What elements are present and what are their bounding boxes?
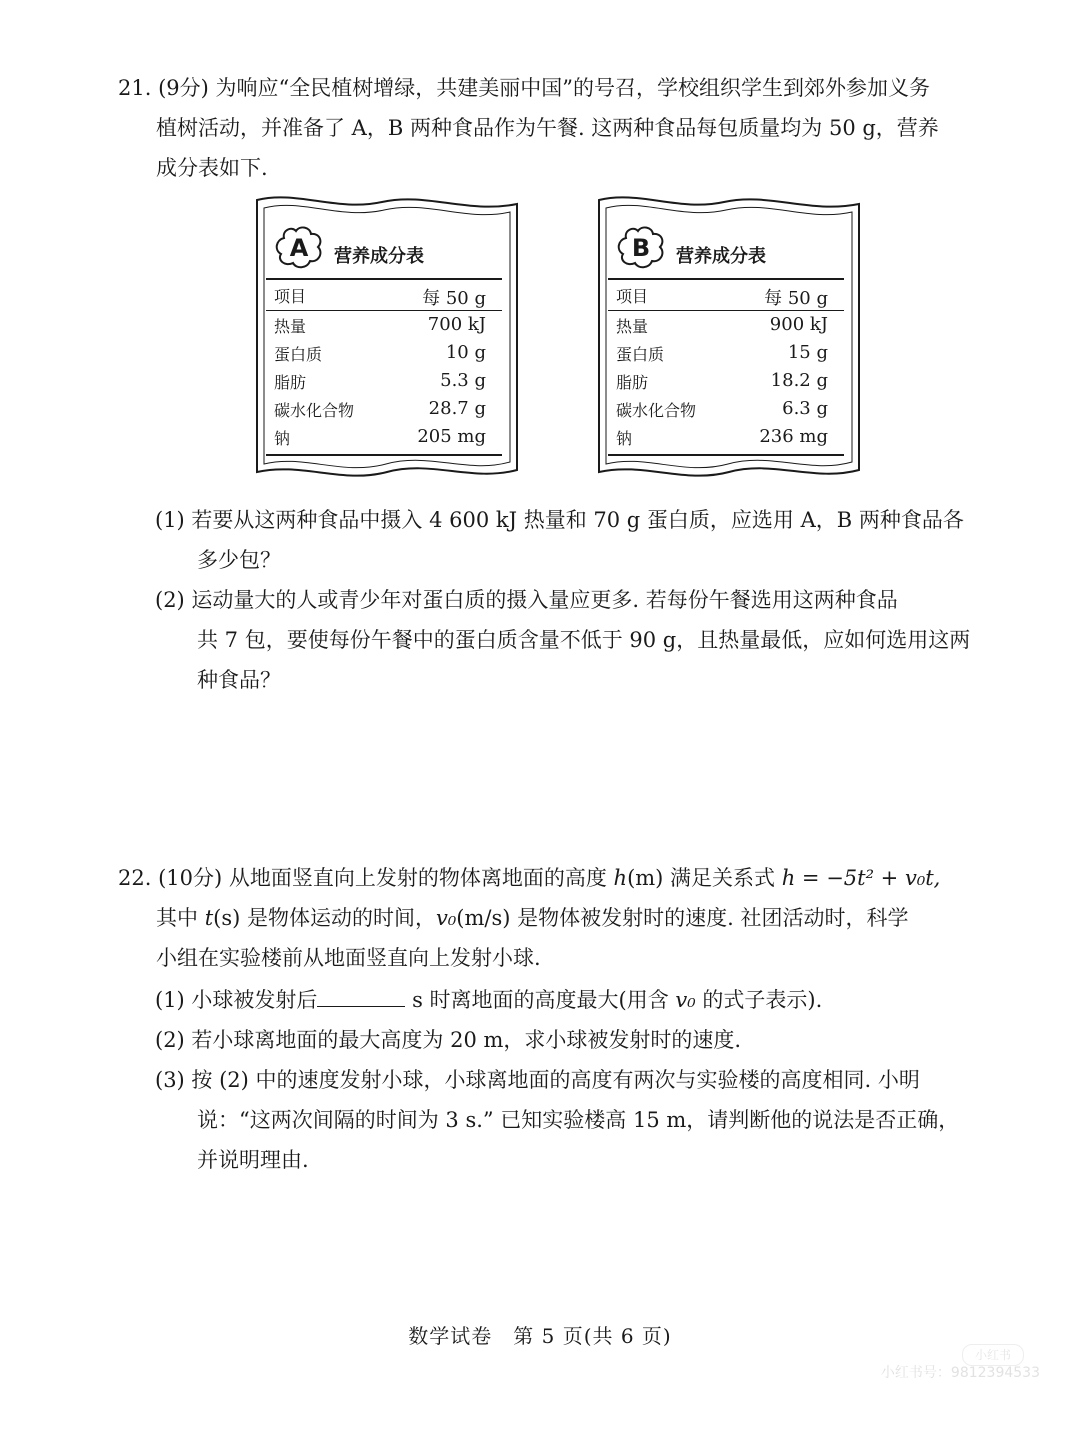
q21-sub-2-line-3: 种食品？ [197, 668, 281, 692]
q22-sub-1-text: (1) 小球被发射后 [155, 988, 318, 1012]
q21-sub-1-line-1: (1) 若要从这两种食品中摄入 4 600 kJ 热量和 70 g 蛋白质，应选用 A，B 两种食品各 [155, 508, 964, 532]
card-a-row-label: 钠 [274, 429, 291, 448]
card-b-letter: B [631, 234, 651, 262]
q22-sub-3-line-1: (3) 按 (2) 中的速度发射小球，小球离地面的高度有两次与实验楼的高度相同. 小明 [155, 1068, 920, 1092]
card-a-row [274, 314, 486, 337]
q21-sub-1-line-2: 多少包？ [197, 548, 281, 572]
card-a-rule-top [266, 278, 502, 280]
q21-line-2: 植树活动，并准备了 A，B 两种食品作为午餐. 这两种食品每包质量均为 50 g，营养 [156, 116, 939, 140]
watermark-logo: 小红书 [962, 1344, 1024, 1366]
q22-sub-1-text-c: 的式子表示). [695, 988, 823, 1012]
q21-line-3: 成分表如下. [156, 156, 268, 180]
card-a-row [274, 398, 486, 421]
card-a-row-value: 28.7 g [428, 398, 486, 419]
card-a-header-unit: 每 50 g [422, 288, 486, 309]
card-b-row [616, 370, 828, 393]
card-b-row-value: 900 kJ [769, 314, 828, 335]
card-a-row-value: 5.3 g [440, 370, 486, 391]
q22-sub-1 [155, 980, 965, 1020]
nutrition-card-a [252, 192, 522, 482]
q22-line-2 [118, 898, 963, 938]
card-a-row-value: 205 mg [417, 426, 486, 447]
nutrition-card-b [594, 192, 864, 482]
card-b-row-value: 18.2 g [770, 370, 828, 391]
q21-sub-1 [155, 500, 965, 580]
card-b-row-value: 15 g [787, 342, 828, 363]
card-b-title: 营养成分表 [676, 246, 766, 267]
q22-var-v0: v₀ [435, 906, 457, 930]
card-b-row [616, 398, 828, 421]
q22-sub-3 [155, 1060, 965, 1180]
card-b-row-value: 6.3 g [782, 398, 828, 419]
card-a-row-label: 碳水化合物 [274, 401, 355, 420]
card-a-row [274, 370, 486, 393]
card-b-rule-bottom [608, 454, 844, 456]
q22-sub-2-line: (2) 若小球离地面的最大高度为 20 m，求小球被发射时的速度. [155, 1028, 742, 1052]
card-a-row-label: 蛋白质 [274, 345, 323, 364]
q21-line-1: 21. (9分) 为响应“全民植树增绿，共建美丽中国”的号召，学校组织学生到郊外参加义务 [118, 76, 930, 100]
q22-sub-3-line-2: 说：“这两次间隔的时间为 3 s.” 已知实验楼高 15 m，请判断他的说法是否正确， [197, 1108, 960, 1132]
q22-sub-1-text-b: s 时离地面的高度最大(用含 [405, 988, 676, 1012]
q22-line-2-text: 其中 [156, 906, 205, 930]
card-a-row-label: 脂肪 [274, 373, 307, 392]
card-a-row-label: 热量 [274, 317, 307, 336]
card-b-header-row [616, 284, 828, 310]
card-a-badge [274, 226, 324, 270]
card-b-row-label: 蛋白质 [616, 345, 665, 364]
card-b-rule-mid [608, 310, 844, 311]
q22-sub-3-line-3: 并说明理由. [197, 1148, 309, 1172]
card-a-rule-mid [266, 310, 502, 311]
card-a-row [274, 342, 486, 365]
q21-sub-2-line-1: (2) 运动量大的人或青少年对蛋白质的摄入量应更多. 若每份午餐选用这两种食品 [155, 588, 898, 612]
question-22-stem [118, 858, 963, 978]
q22-line-3: 小组在实验楼前从地面竖直向上发射小球. [156, 946, 541, 970]
card-a-row-value: 10 g [445, 342, 486, 363]
card-b-rule-top [608, 278, 844, 280]
question-21-stem [118, 68, 963, 188]
card-b-header-unit: 每 50 g [764, 288, 828, 309]
card-a-title: 营养成分表 [334, 246, 424, 267]
card-b-row [616, 342, 828, 365]
q22-sub-1-var-v0: v₀ [675, 988, 696, 1012]
q22-sub-2 [155, 1020, 965, 1060]
card-b-row [616, 426, 828, 449]
card-b-row-label: 热量 [616, 317, 649, 336]
card-b-badge [616, 226, 666, 270]
watermark-text: 小红书号：9812394533 [880, 1365, 1040, 1381]
q21-sub-2 [155, 580, 971, 700]
card-a-rule-bottom [266, 454, 502, 456]
q22-line-1-text: 22. (10分) 从地面竖直向上发射的物体离地面的高度 [118, 866, 614, 890]
card-b-row [616, 314, 828, 337]
card-a-letter: A [289, 234, 309, 262]
card-a-header-item: 项目 [274, 287, 307, 306]
card-b-row-label: 碳水化合物 [616, 401, 697, 420]
q22-line-1 [118, 858, 963, 898]
card-b-header-item: 项目 [616, 287, 649, 306]
card-b-row-label: 脂肪 [616, 373, 649, 392]
page-footer: 数学试卷 第 5 页(共 6 页) [408, 1324, 672, 1348]
q22-line-2-text-b: (s) 是物体运动的时间， [213, 906, 436, 930]
q22-line-2-text-c: (m/s) 是物体被发射时的速度. 社团活动时，科学 [456, 906, 909, 930]
q22-var-h: h [613, 866, 628, 890]
card-a-row-value: 700 kJ [427, 314, 486, 335]
answer-blank[interactable] [317, 984, 405, 1007]
card-a-row [274, 426, 486, 449]
q22-sub-1-line [155, 980, 965, 1020]
card-b-row-label: 钠 [616, 429, 633, 448]
q21-sub-2-line-2: 共 7 包，要使每份午餐中的蛋白质含量不低于 90 g，且热量最低，应如何选用这两 [197, 628, 971, 652]
q22-var-t: t [204, 906, 214, 930]
q22-formula: h = −5t² + v₀t, [781, 866, 941, 890]
card-a-header-row [274, 284, 486, 310]
card-b-row-value: 236 mg [759, 426, 828, 447]
q22-line-1-text-b: (m) 满足关系式 [627, 866, 782, 890]
